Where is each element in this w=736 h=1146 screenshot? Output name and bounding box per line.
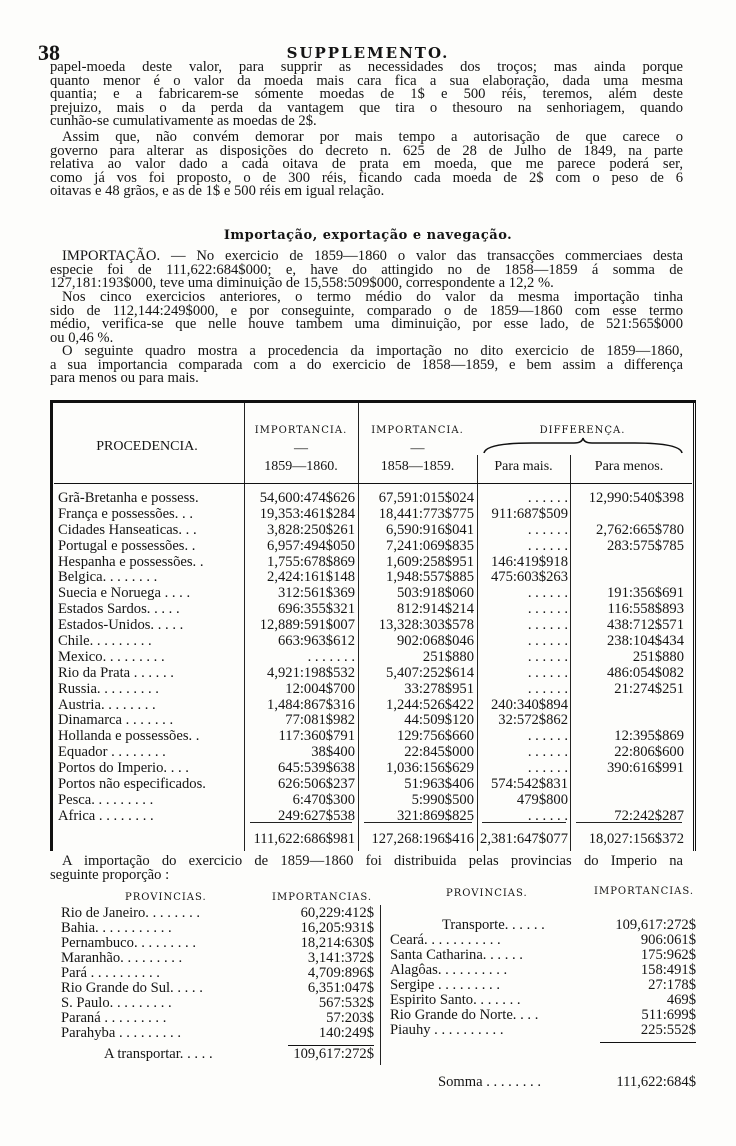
para-menos-cell: 2,762:665$780 xyxy=(596,521,684,538)
somma-label: Somma . . . . . . . . xyxy=(438,1074,541,1090)
para-mais-cell: . . . . . . xyxy=(527,633,568,650)
header-importancia-1859: IMPORTANCIA. xyxy=(254,425,348,436)
para-mais-cell: 911:687$509 xyxy=(491,505,568,522)
para-menos-cell: 12:395$869 xyxy=(614,728,684,745)
province-name: Piauhy . . . . . . . . . . xyxy=(390,1022,504,1038)
importancia-1858-cell: 5:990$500 xyxy=(411,791,474,808)
importancia-1859-cell: 312:561$369 xyxy=(277,585,355,602)
importancia-1858-cell: 5,407:252$614 xyxy=(386,664,474,681)
province-row xyxy=(61,951,374,966)
table-row xyxy=(50,666,696,682)
provinces-left-list xyxy=(61,906,374,1041)
procedencia-cell: Estados Sardos. . . . . xyxy=(58,602,180,618)
table-row xyxy=(50,634,696,650)
province-value: 175:962$ xyxy=(640,947,696,963)
province-name: Rio de Janeiro. . . . . . . . xyxy=(61,905,201,921)
province-row xyxy=(390,948,696,963)
paragraph-cinco-exercicios xyxy=(50,291,683,345)
para-mais-cell: . . . . . . xyxy=(527,617,568,634)
procedencia-cell: Chile. . . . . . . . . xyxy=(58,634,152,650)
column-divider xyxy=(380,905,381,1065)
text-line: cunhão-se cumulativamente as moedas de 2$. xyxy=(50,113,317,129)
importancia-1858-cell: 1,948:557$885 xyxy=(386,569,474,586)
text-line: oitavas e 48 grãos, e as de 1$ e 500 réis em igual relação. xyxy=(50,183,385,199)
text-line: sido de 112,144:249$000, e por conseguinte, comparado o de 1859—1860 com esse termo xyxy=(50,302,683,319)
header-importancia-1858: IMPORTANCIA. xyxy=(371,425,464,436)
procedencia-cell: Estados-Unidos. . . . . xyxy=(58,618,184,634)
para-mais-cell: . . . . . . xyxy=(527,601,568,618)
para-menos-cell: 283:575$785 xyxy=(606,537,684,554)
left-header-provincias: PROVINCIAS. xyxy=(125,892,207,903)
text-line: IMPORTAÇÃO. — No exercicio de 1859—1860 o valor das transacções commerciaes desta xyxy=(62,248,683,264)
province-value: 140:249$ xyxy=(318,1025,374,1041)
importancia-1859-cell: 696:355$321 xyxy=(277,601,355,618)
procedencia-cell: Portugal e possessões. . xyxy=(58,538,196,554)
sum-rule xyxy=(250,822,352,823)
total-1858-1859: 127,268:196$416 xyxy=(371,831,474,847)
province-value: 16,205:931$ xyxy=(300,920,374,936)
province-row xyxy=(61,1011,374,1026)
para-menos-cell: 116:558$893 xyxy=(607,601,684,618)
province-name: Pernambuco. . . . . . . . . xyxy=(61,935,196,951)
procedencia-cell: França e possessões. . . xyxy=(58,506,193,522)
total-para-mais: 2,381:647$077 xyxy=(480,831,568,847)
text-line: como já vos foi proposto, o de 300 réis, ficando cada moeda de 2$ com o peso de 6 xyxy=(50,169,683,186)
totals-row xyxy=(50,831,696,847)
importancia-1859-cell: 249:627$538 xyxy=(277,807,355,824)
province-value: 57:203$ xyxy=(326,1010,374,1026)
text-line: médio, verifica-se que nelle houve tambem uma diminuição, por esse lado, de 521:565$000 xyxy=(50,316,683,332)
para-mais-cell: . . . . . . xyxy=(527,680,568,697)
header-procedencia: PROCEDENCIA. xyxy=(96,439,198,454)
text-line: quanto menor é o valor da moeda mais cara fica a sua elaboração, dada uma mesma xyxy=(50,72,683,89)
province-value: 60,229:412$ xyxy=(300,905,374,921)
province-value: 158:491$ xyxy=(640,962,696,978)
transport-row xyxy=(442,918,696,933)
text-line: ou 0,46 %. xyxy=(50,329,114,346)
paragraph-importacao xyxy=(50,250,683,291)
province-row xyxy=(61,996,374,1011)
procedencia-cell: Suecia e Noruega . . . . xyxy=(58,586,191,602)
province-row xyxy=(390,1008,696,1023)
importancia-1858-cell: 18,441:773$775 xyxy=(378,505,474,522)
para-mais-cell: . . . . . . xyxy=(527,807,568,824)
procedencia-cell: Africa . . . . . . . . xyxy=(58,808,154,824)
procedencia-cell: Mexico. . . . . . . . . xyxy=(58,649,165,665)
importancia-1859-cell: 1,484:867$316 xyxy=(267,696,355,713)
province-value: 6,351:047$ xyxy=(307,980,374,996)
importancia-1859-cell: 77:081$982 xyxy=(285,712,355,729)
importancia-1859-cell: 19,353:461$284 xyxy=(259,505,355,522)
para-mais-cell: 475:603$263 xyxy=(490,569,568,586)
table-row xyxy=(50,777,696,793)
table-row xyxy=(50,491,696,507)
header-rule xyxy=(54,483,692,484)
para-menos-cell: 486:054$082 xyxy=(606,664,684,681)
table-body xyxy=(50,491,696,825)
somma-value: 111,622:684$ xyxy=(616,1074,696,1090)
province-value: 906:061$ xyxy=(640,932,696,948)
table-row xyxy=(50,745,696,761)
text-line: relativa ao valor dado a cada oitava de prata em moeda, que me parece poderá ser, xyxy=(50,156,683,172)
importancia-1858-cell: 33:278$951 xyxy=(404,680,474,697)
procedencia-cell: Portos não especificados. xyxy=(58,777,206,793)
province-value: 469$ xyxy=(666,992,696,1008)
para-mais-cell: . . . . . . xyxy=(527,521,568,538)
para-mais-cell: 574:542$831 xyxy=(490,776,568,793)
header-dash: — xyxy=(294,441,308,456)
table-row xyxy=(50,555,696,571)
procedencia-cell: Equador . . . . . . . . xyxy=(58,745,166,761)
header-differenca: DIFFERENÇA. xyxy=(539,425,626,436)
para-mais-cell: 146:419$918 xyxy=(490,553,568,570)
text-line: especie foi de 111,622:684$000; e, have do attingido no de 1858—1859 á somma de xyxy=(50,261,683,278)
importancia-1859-cell: 117:360$791 xyxy=(278,728,355,745)
paragraph-provincias xyxy=(50,855,683,882)
running-head: SUPPLEMENTO. xyxy=(286,44,450,62)
province-name: Santa Catharina. . . . . . xyxy=(390,947,523,963)
table-row xyxy=(50,539,696,555)
province-name: Rio Grande do Norte. . . . xyxy=(390,1007,539,1023)
provinces-right-list xyxy=(390,933,696,1038)
table-row xyxy=(50,570,696,586)
paragraph-papel-moeda xyxy=(50,61,683,129)
province-name: Pará . . . . . . . . . . xyxy=(61,965,160,981)
province-name: Maranhão. . . . . . . . . xyxy=(61,950,183,966)
importancia-1858-cell: 1,244:526$422 xyxy=(386,696,474,713)
procedencia-cell: Austria. . . . . . . . xyxy=(58,697,156,713)
province-name: Rio Grande do Sul. . . . . xyxy=(61,980,203,996)
para-menos-cell: 390:616$991 xyxy=(606,760,684,777)
province-row xyxy=(390,993,696,1008)
province-row xyxy=(61,921,374,936)
procedencia-cell: Dinamarca . . . . . . . xyxy=(58,713,174,729)
province-name: Ceará. . . . . . . . . . . xyxy=(390,932,501,948)
province-value: 567:532$ xyxy=(318,995,374,1011)
para-menos-cell: 21:274$251 xyxy=(614,680,684,697)
importancia-1858-cell: 44:509$120 xyxy=(404,712,474,729)
province-name: Paraná . . . . . . . . . xyxy=(61,1010,167,1026)
importancia-1858-cell: 67,591:015$024 xyxy=(378,490,474,506)
province-row xyxy=(61,906,374,921)
sum-rule xyxy=(482,822,566,823)
section-heading: Importação, exportação e navegação. xyxy=(223,228,513,243)
header-para-mais: Para mais. xyxy=(494,459,553,474)
right-header-importancias: IMPORTANCIAS. xyxy=(594,886,695,897)
table-row xyxy=(50,682,696,698)
procedencia-cell: Russia. . . . . . . . . xyxy=(58,681,159,697)
para-menos-cell: 251$880 xyxy=(632,648,684,665)
importancia-1859-cell: 3,828:250$261 xyxy=(267,521,355,538)
page-number: 38 xyxy=(38,40,60,65)
brace-icon xyxy=(482,437,684,455)
importancia-1859-cell: 663:963$612 xyxy=(277,633,355,650)
table-row xyxy=(50,698,696,714)
procedencia-cell: Hespanha e possessões. . xyxy=(58,554,204,570)
importancia-1859-cell: 38$400 xyxy=(311,744,355,761)
province-name: Sergipe . . . . . . . . . xyxy=(390,977,500,993)
province-row xyxy=(390,1023,696,1038)
importancia-1858-cell: 812:914$214 xyxy=(396,601,474,618)
province-row xyxy=(61,981,374,996)
total-para-menos: 18,027:156$372 xyxy=(588,831,684,847)
importancia-1859-cell: 2,424:161$148 xyxy=(267,569,355,586)
header-year-1858-1859: 1858—1859. xyxy=(380,459,455,474)
para-mais-cell: 240:340$894 xyxy=(490,696,568,713)
carry-label: A transportar. . . . . xyxy=(104,1046,213,1062)
para-menos-cell: 12,990:540$398 xyxy=(588,490,684,506)
importancia-1858-cell: 129:756$660 xyxy=(396,728,474,745)
province-value: 4,709:896$ xyxy=(307,965,374,981)
importancia-1858-cell: 22:845$000 xyxy=(404,744,474,761)
table-row xyxy=(50,793,696,809)
province-name: Parahyba . . . . . . . . . xyxy=(61,1025,181,1041)
table-row xyxy=(50,523,696,539)
text-line: Assim que, não convém demorar por mais tempo a autorisação de que carece o xyxy=(62,129,683,145)
importancia-1859-cell: 4,921:198$532 xyxy=(267,664,355,681)
importancia-1859-cell: 645:539$638 xyxy=(277,760,355,777)
para-mais-cell: . . . . . . xyxy=(527,490,568,506)
province-row xyxy=(61,966,374,981)
text-line: governo para alterar as disposições do decreto n. 625 de 28 de Julho de 1849, na parte xyxy=(50,142,683,159)
sum-rule xyxy=(576,822,682,823)
importation-table xyxy=(50,400,696,851)
text-line: Nos cinco exercicios anteriores, o termo médio do valor da mesma importação tinha xyxy=(62,289,683,305)
text-line: seguinte proporção : xyxy=(50,866,170,883)
importancia-1858-cell: 1,036:156$629 xyxy=(386,760,474,777)
importancia-1858-cell: 51:963$406 xyxy=(404,776,474,793)
para-mais-cell: . . . . . . xyxy=(527,648,568,665)
para-mais-cell: . . . . . . xyxy=(527,537,568,554)
para-mais-cell: 32:572$862 xyxy=(498,712,568,729)
transport-value: 109,617:272$ xyxy=(615,917,696,933)
province-name: Alagôas. . . . . . . . . . xyxy=(390,962,508,978)
para-mais-cell: . . . . . . xyxy=(527,744,568,761)
province-name: Bahia. . . . . . . . . . . xyxy=(61,920,172,936)
importancia-1858-cell: 6,590:916$041 xyxy=(386,521,474,538)
procedencia-cell: Hollanda e possessões. . xyxy=(58,729,200,745)
sum-rule xyxy=(364,822,472,823)
importancia-1859-cell: 1,755:678$869 xyxy=(267,553,355,570)
table-row xyxy=(50,713,696,729)
paragraph-seguinte-quadro xyxy=(50,345,683,386)
text-line: O seguinte quadro mostra a procedencia da importação no dito exercicio de 1859—1860, xyxy=(62,343,683,359)
para-menos-cell: 191:356$691 xyxy=(606,585,684,602)
table-row xyxy=(50,507,696,523)
carry-row xyxy=(104,1047,374,1062)
province-row xyxy=(390,963,696,978)
table-row xyxy=(50,761,696,777)
table-row xyxy=(50,650,696,666)
importancia-1859-cell: 6:470$300 xyxy=(292,791,355,808)
province-name: Espirito Santo. . . . . . . xyxy=(390,992,521,1008)
header-dash: — xyxy=(410,441,425,456)
para-menos-cell: 438:712$571 xyxy=(606,617,684,634)
province-row xyxy=(390,933,696,948)
text-line: quantia; e a fabricarem-se sómente moedas de 1$ e 500 réis, teremos, além deste xyxy=(50,86,683,102)
procedencia-cell: Grã-Bretanha e possess. xyxy=(58,491,199,506)
para-mais-cell: . . . . . . xyxy=(527,728,568,745)
importancia-1858-cell: 503:918$060 xyxy=(396,585,474,602)
text-line: 127,181:193$000, teve uma diminuição de 15,558:509$000, correspondente a 12,2 %. xyxy=(50,275,554,291)
text-line: para menos ou para mais. xyxy=(50,370,199,386)
procedencia-cell: Portos do Imperio. . . . xyxy=(58,761,189,777)
para-mais-cell: . . . . . . xyxy=(527,585,568,602)
para-mais-cell: 479$800 xyxy=(516,791,568,808)
importancia-1859-cell: 54,600:474$626 xyxy=(259,490,355,506)
importancia-1858-cell: 251$880 xyxy=(422,648,474,665)
procedencia-cell: Pesca. . . . . . . . . xyxy=(58,792,154,808)
text-line: prejuizo, mais o da perda da vantagem que tira o thesouro na senhoriagem, quando xyxy=(50,99,683,116)
importancia-1858-cell: 7,241:069$835 xyxy=(386,537,474,554)
province-row xyxy=(61,936,374,951)
importancia-1859-cell: . . . . . . . xyxy=(307,648,355,665)
table-row xyxy=(50,618,696,634)
province-name: S. Paulo. . . . . . . . . xyxy=(61,995,172,1011)
left-header-importancias: IMPORTANCIAS. xyxy=(272,892,373,903)
text-line: A importação do exercicio de 1859—1860 foi distribuida pelas provincias do Imperio na xyxy=(62,853,683,869)
province-value: 225:552$ xyxy=(640,1022,696,1038)
table-row xyxy=(50,602,696,618)
procedencia-cell: Belgica. . . . . . . . xyxy=(58,570,158,586)
province-row xyxy=(390,978,696,993)
importancia-1858-cell: 902:068$046 xyxy=(396,633,474,650)
paragraph-assim-que xyxy=(50,131,683,199)
procedencia-cell: Cidades Hanseaticas. . . xyxy=(58,522,197,538)
para-menos-cell: 238:104$434 xyxy=(606,633,684,650)
somma-row xyxy=(438,1075,696,1090)
province-row xyxy=(61,1026,374,1041)
para-mais-cell: . . . . . . xyxy=(527,664,568,681)
province-value: 18,214:630$ xyxy=(300,935,374,951)
importancia-1859-cell: 6,957:494$050 xyxy=(267,537,355,554)
importancia-1859-cell: 12,889:591$007 xyxy=(259,617,355,634)
table-row xyxy=(50,586,696,602)
header-para-menos: Para menos. xyxy=(594,459,664,474)
province-value: 511:699$ xyxy=(641,1007,696,1023)
header-year-1859-1860: 1859—1860. xyxy=(264,459,338,474)
importancia-1859-cell: 12:004$700 xyxy=(285,680,355,697)
importancia-1858-cell: 1,609:258$951 xyxy=(386,553,474,570)
para-menos-cell: 72:242$287 xyxy=(614,807,684,824)
importancia-1858-cell: 321:869$825 xyxy=(396,807,474,824)
procedencia-cell: Rio da Prata . . . . . . xyxy=(58,665,174,681)
text-line: a sua importancia comparada com a do exercicio de 1858—1859, e bem assim a differença xyxy=(50,356,683,373)
text-line: papel-moeda deste valor, para supprir as necessidades dos troços; mas ainda porque xyxy=(50,59,683,75)
table-row xyxy=(50,729,696,745)
para-mais-cell: . . . . . . xyxy=(527,760,568,777)
carry-value: 109,617:272$ xyxy=(293,1046,374,1062)
sum-rule xyxy=(600,1042,696,1043)
importancia-1859-cell: 626:506$237 xyxy=(277,776,355,793)
province-value: 3,141:372$ xyxy=(307,950,374,966)
importancia-1858-cell: 13,328:303$578 xyxy=(378,617,474,634)
total-1859-1860: 111,622:686$981 xyxy=(253,831,355,847)
right-header-provincias: PROVINCIAS. xyxy=(446,888,528,899)
para-menos-cell: 22:806$600 xyxy=(614,744,684,761)
transport-label: Transporte. . . . . . xyxy=(442,917,545,933)
province-value: 27:178$ xyxy=(648,977,696,993)
